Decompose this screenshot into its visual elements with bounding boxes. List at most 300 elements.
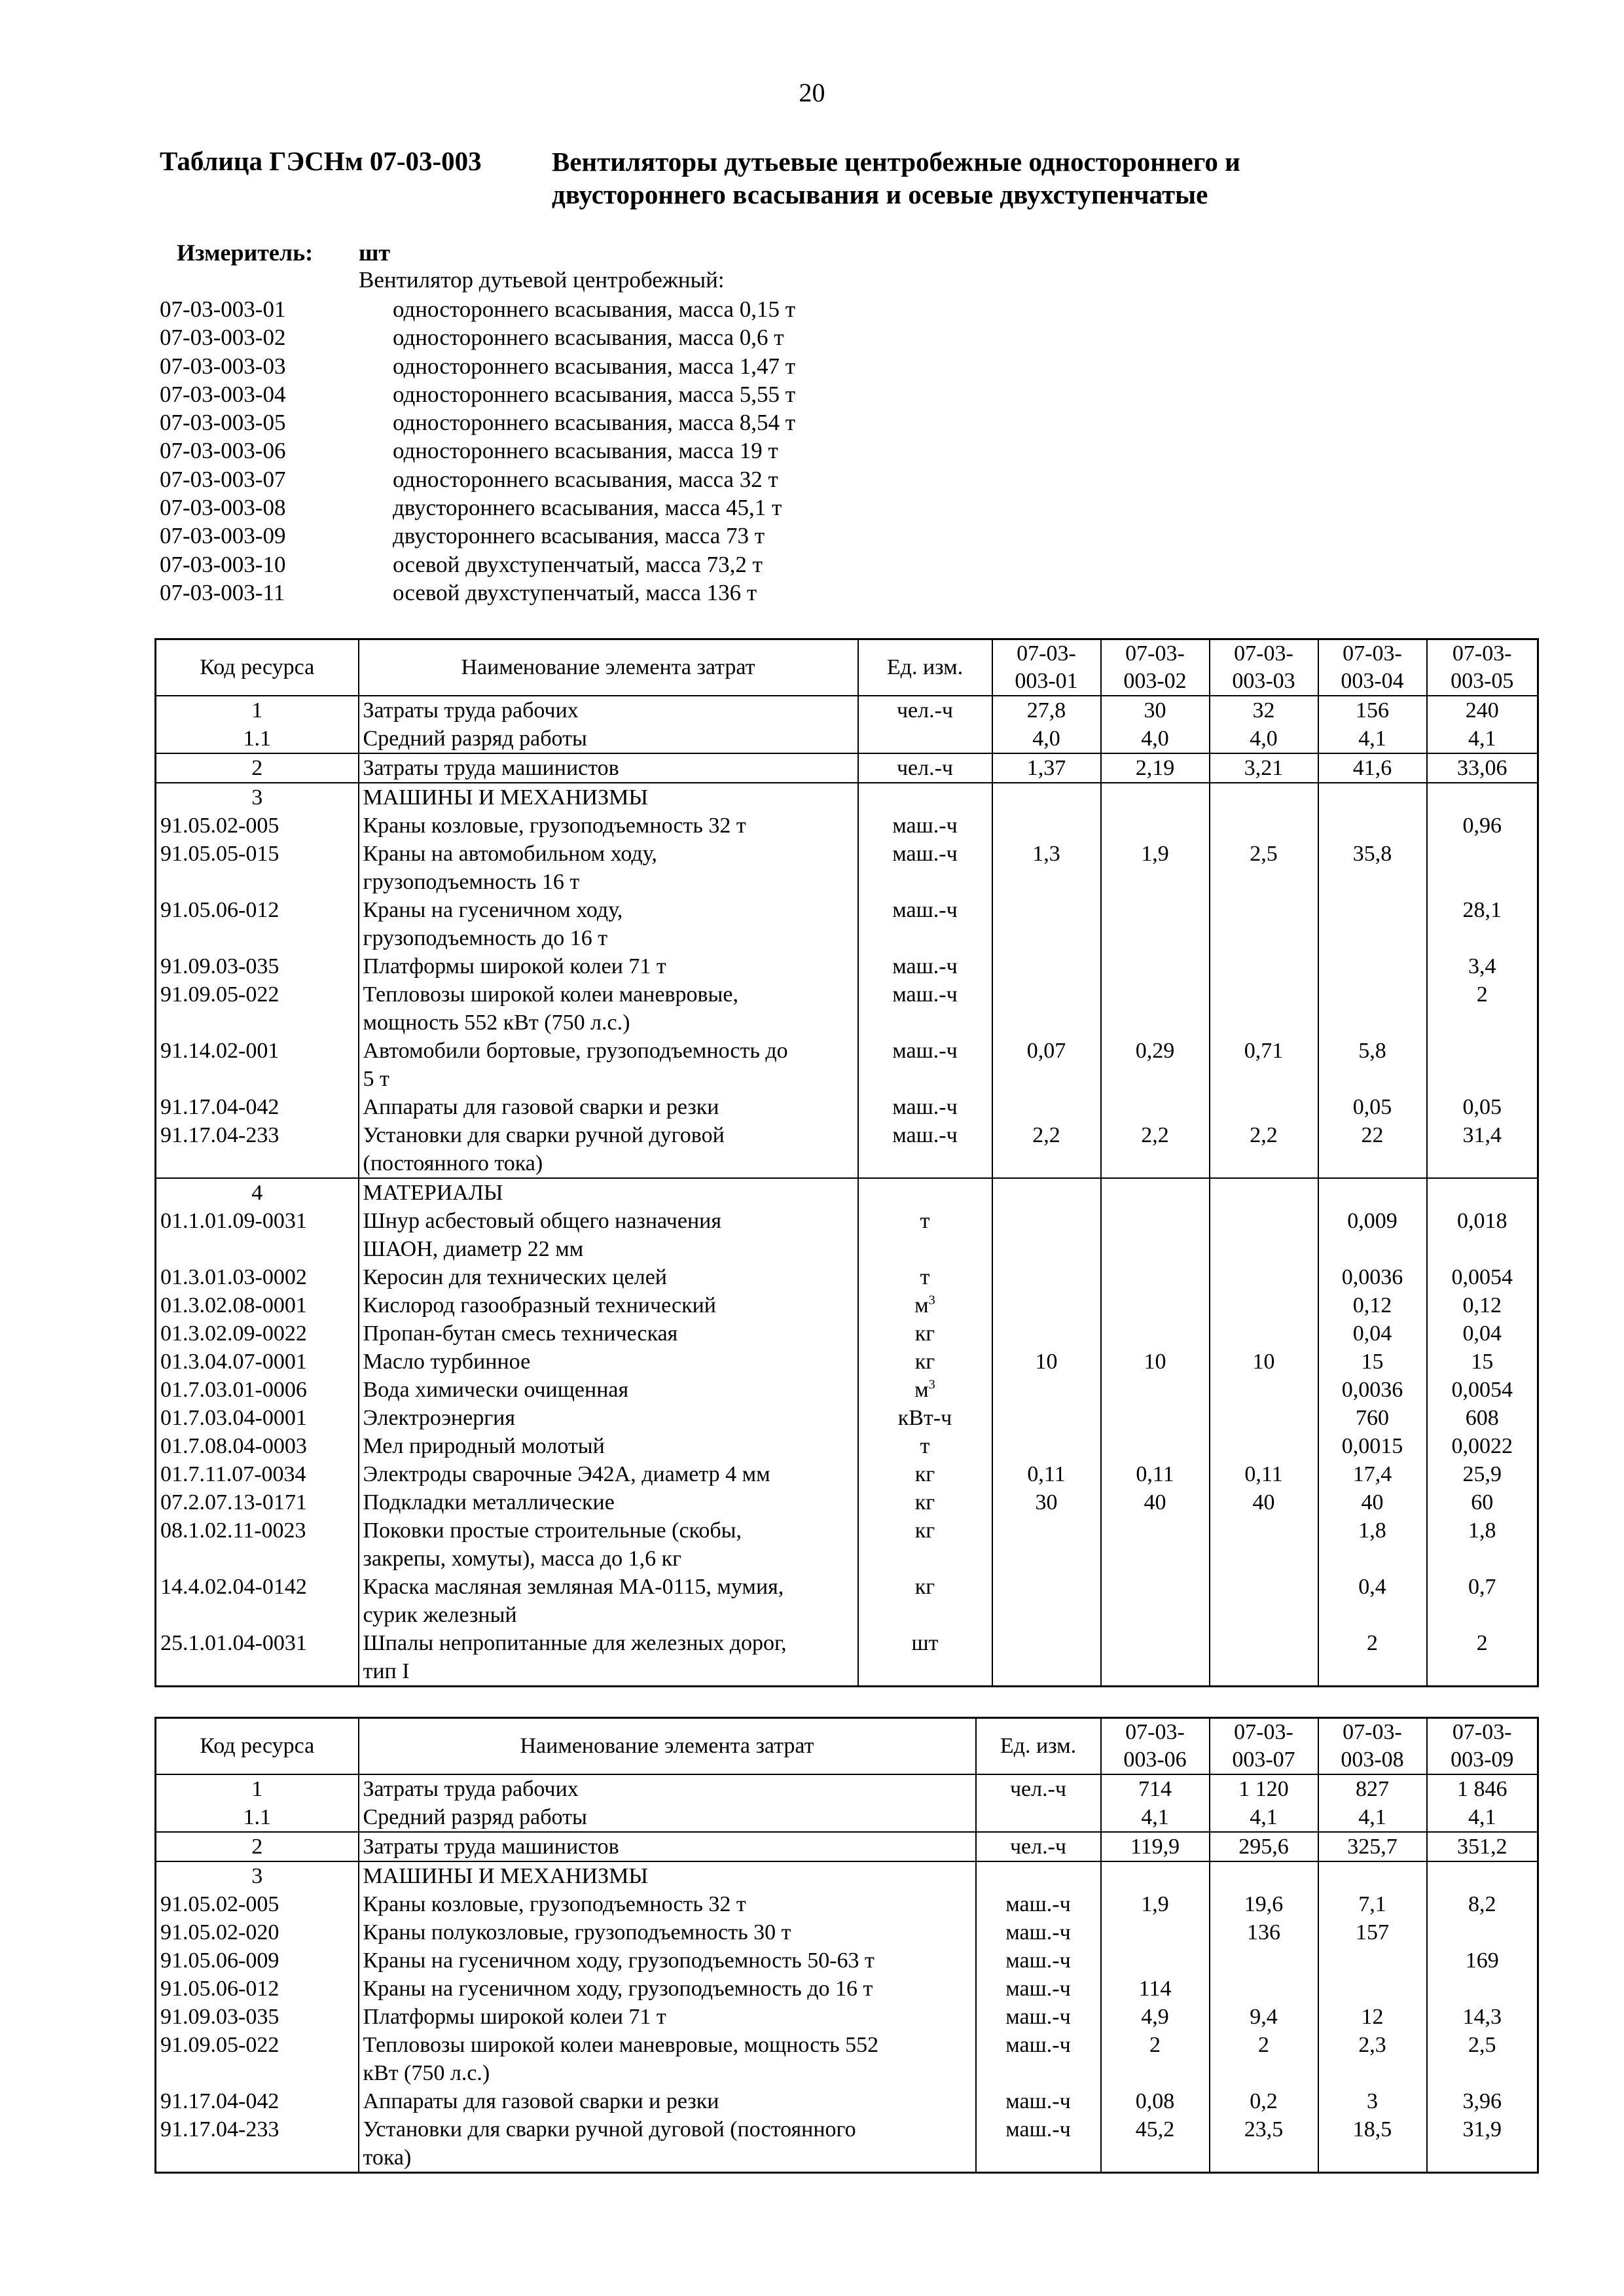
resource-unit: маш.-ч	[976, 1890, 1101, 1918]
resource-name-line: Краны козловые, грузоподъемность 32 т	[363, 814, 746, 838]
value-cell: 15	[1318, 1348, 1427, 1376]
resource-unit: $м^3$	[858, 1376, 992, 1404]
resource-code: 4	[156, 1178, 359, 1207]
value-cell: 40	[1318, 1488, 1427, 1516]
value-cell	[1318, 896, 1427, 952]
table-row	[156, 1178, 1538, 1207]
variant-code: 07-03-003-05	[160, 410, 286, 436]
resource-name-line: Затраты труда машинистов	[363, 1835, 619, 1859]
table-header-row	[156, 1718, 1538, 1775]
resource-code: 01.7.03.01-0006	[156, 1376, 359, 1404]
resource-unit: кг	[858, 1460, 992, 1488]
resource-name	[359, 1946, 976, 1975]
resource-unit: маш.-ч	[976, 2115, 1101, 2173]
resource-name-line: Затраты труда рабочих	[363, 698, 579, 723]
value-cell: 27,8	[992, 696, 1101, 725]
value-cell: 2,2	[1101, 1121, 1210, 1178]
value-cell: 40	[1101, 1488, 1210, 1516]
table-row	[156, 1121, 1538, 1178]
value-cell	[1101, 1629, 1210, 1687]
value-cell	[992, 1629, 1101, 1687]
value-cell: 4,1	[1427, 1803, 1538, 1832]
table-row	[156, 1803, 1538, 1832]
value-cell	[1210, 952, 1318, 980]
resource-name-line: Электроды сварочные Э42А, диаметр 4 мм	[363, 1462, 770, 1486]
value-cell	[1210, 1975, 1318, 2003]
value-cell	[1210, 980, 1318, 1037]
header-code: Код ресурса	[156, 1718, 359, 1775]
value-cell: 2,2	[1210, 1121, 1318, 1178]
resource-name-line: (постоянного тока)	[363, 1151, 543, 1175]
value-cell: 4,1	[1318, 725, 1427, 753]
resource-name	[359, 1629, 858, 1687]
table-row	[156, 1861, 1538, 1890]
variant-code: 07-03-003-04	[160, 381, 286, 407]
resource-name	[359, 1348, 858, 1376]
resource-unit: чел.-ч	[976, 1832, 1101, 1861]
resource-unit: кг	[858, 1516, 992, 1573]
value-cell	[1101, 896, 1210, 952]
resource-code: 08.1.02.11-0023	[156, 1516, 359, 1573]
resource-code: 3	[156, 783, 359, 812]
resource-name-line: ШАОН, диаметр 22 мм	[363, 1237, 584, 1261]
variant-code: 07-03-003-06	[160, 438, 286, 464]
resource-name-line: Платформы широкой колеи 71 т	[363, 954, 666, 978]
resource-name	[359, 1975, 976, 2003]
value-cell	[1101, 952, 1210, 980]
value-cell: 1,8	[1318, 1516, 1427, 1573]
resource-unit	[858, 783, 992, 812]
resource-code: 2	[156, 1832, 359, 1861]
header-col-3: 07-03- 003-03	[1210, 639, 1318, 696]
resource-name-line: Тепловозы широкой колеи маневровые,	[363, 982, 738, 1007]
resource-name-line: мощность 552 кВт (750 л.с.)	[363, 1011, 630, 1035]
table-row	[156, 1573, 1538, 1629]
value-cell: 119,9	[1101, 1832, 1210, 1861]
resource-name	[359, 696, 858, 725]
resource-name	[359, 1890, 976, 1918]
variant-description: двустороннего всасывания, масса 73 т	[393, 523, 765, 549]
resource-unit: маш.-ч	[858, 1037, 992, 1093]
resource-unit: маш.-ч	[858, 896, 992, 952]
resource-code: 25.1.01.04-0031	[156, 1629, 359, 1687]
resource-unit: шт	[858, 1629, 992, 1687]
value-cell: 3,4	[1427, 952, 1538, 980]
page-number: 20	[799, 78, 825, 107]
resource-name-line: сурик железный	[363, 1603, 517, 1627]
value-cell	[1427, 1861, 1538, 1890]
resource-name	[359, 1573, 858, 1629]
table-row	[156, 1460, 1538, 1488]
table-row	[156, 1404, 1538, 1432]
resource-unit	[976, 1803, 1101, 1832]
value-cell: 0,12	[1427, 1291, 1538, 1319]
value-cell	[1101, 1516, 1210, 1573]
resource-table-2	[154, 1717, 1539, 2174]
resource-name	[359, 1376, 858, 1404]
value-cell: 2,5	[1210, 840, 1318, 896]
value-cell: 4,0	[1210, 725, 1318, 753]
table-row	[156, 1832, 1538, 1861]
value-cell: 0,009	[1318, 1207, 1427, 1263]
value-cell: 30	[1101, 696, 1210, 725]
table-row	[156, 1918, 1538, 1946]
header-unit: Ед. изм.	[858, 639, 992, 696]
header-unit: Ед. изм.	[976, 1718, 1101, 1775]
table-row	[156, 952, 1538, 980]
resource-code: 1	[156, 696, 359, 725]
variant-description: осевой двухступенчатый, масса 73,2 т	[393, 551, 763, 577]
value-cell: 17,4	[1318, 1460, 1427, 1488]
resource-name	[359, 2031, 976, 2087]
header-col-4: 07-03- 003-04	[1318, 639, 1427, 696]
value-cell: 156	[1318, 696, 1427, 725]
value-cell	[1427, 840, 1538, 896]
resource-unit: чел.-ч	[858, 753, 992, 783]
resource-unit: маш.-ч	[976, 1946, 1101, 1975]
value-cell	[1210, 896, 1318, 952]
resource-name-line: Автомобили бортовые, грузоподъемность до	[363, 1039, 788, 1063]
resource-unit: кг	[858, 1488, 992, 1516]
value-cell	[1210, 1376, 1318, 1404]
resource-name-line: Масло турбинное	[363, 1350, 531, 1374]
value-cell	[1427, 1178, 1538, 1207]
resource-code: 91.17.04-042	[156, 1093, 359, 1121]
table-row	[156, 1037, 1538, 1093]
value-cell: 0,0054	[1427, 1263, 1538, 1291]
resource-name	[359, 896, 858, 952]
resource-unit: маш.-ч	[858, 1121, 992, 1178]
table-title	[552, 145, 1403, 211]
value-cell: 2	[1427, 980, 1538, 1037]
table-row	[156, 1432, 1538, 1460]
value-cell: 10	[992, 1348, 1101, 1376]
header-name: Наименование элемента затрат	[359, 639, 858, 696]
value-cell	[1101, 1263, 1210, 1291]
resource-code: 91.05.06-009	[156, 1946, 359, 1975]
value-cell: 2	[1427, 1629, 1538, 1687]
resource-unit: маш.-ч	[858, 1093, 992, 1121]
table-row	[156, 2031, 1538, 2087]
variant-description: одностороннего всасывания, масса 1,47 т	[393, 353, 796, 379]
value-cell: 2,3	[1318, 2031, 1427, 2087]
intro-text: Вентилятор дутьевой центробежный:	[359, 267, 725, 293]
table-row	[156, 1516, 1538, 1573]
table-row	[156, 696, 1538, 725]
resource-unit: маш.-ч	[976, 2031, 1101, 2087]
variant-description: одностороннего всасывания, масса 5,55 т	[393, 381, 796, 407]
resource-name	[359, 980, 858, 1037]
value-cell	[1318, 1946, 1427, 1975]
value-cell: 0,11	[1101, 1460, 1210, 1488]
resource-code: 14.4.02.04-0142	[156, 1573, 359, 1629]
value-cell: 0,4	[1318, 1573, 1427, 1629]
value-cell	[1210, 1432, 1318, 1460]
value-cell: 157	[1318, 1918, 1427, 1946]
value-cell: 351,2	[1427, 1832, 1538, 1861]
value-cell	[1101, 1291, 1210, 1319]
value-cell: 295,6	[1210, 1832, 1318, 1861]
table-row	[156, 783, 1538, 812]
resource-code: 91.14.02-001	[156, 1037, 359, 1093]
table-row	[156, 1348, 1538, 1376]
resource-name	[359, 1263, 858, 1291]
resource-unit: кг	[858, 1573, 992, 1629]
resource-name	[359, 2115, 976, 2173]
resource-name-line: грузоподъемность 16 т	[363, 870, 580, 894]
resource-name	[359, 1432, 858, 1460]
value-cell	[992, 1376, 1101, 1404]
value-cell: 19,6	[1210, 1890, 1318, 1918]
resource-name-line: МАТЕРИАЛЫ	[363, 1181, 503, 1205]
value-cell: 4,1	[1318, 1803, 1427, 1832]
variant-description: одностороннего всасывания, масса 19 т	[393, 438, 778, 464]
value-cell	[1101, 1178, 1210, 1207]
value-cell	[992, 1291, 1101, 1319]
value-cell	[1210, 783, 1318, 812]
value-cell	[1210, 1629, 1318, 1687]
table-row	[156, 1975, 1538, 2003]
resource-name-line: Электроэнергия	[363, 1406, 515, 1430]
resource-code: 91.09.05-022	[156, 980, 359, 1037]
resource-name-line: МАШИНЫ И МЕХАНИЗМЫ	[363, 785, 649, 810]
value-cell: 40	[1210, 1488, 1318, 1516]
resource-name	[359, 840, 858, 896]
resource-unit: кВт-ч	[858, 1404, 992, 1432]
value-cell: 0,11	[992, 1460, 1101, 1488]
resource-unit: кг	[858, 1319, 992, 1348]
table-row	[156, 1890, 1538, 1918]
resource-unit: т	[858, 1432, 992, 1460]
resource-name-line: Керосин для технических целей	[363, 1265, 667, 1289]
resource-unit: $м^3$	[858, 1291, 992, 1319]
resource-name	[359, 725, 858, 753]
resource-name-line: Поковки простые строительные (скобы,	[363, 1518, 742, 1543]
resource-name	[359, 812, 858, 840]
value-cell	[992, 1207, 1101, 1263]
resource-name-line: Краны на гусеничном ходу, грузоподъемность 50-63 т	[363, 1948, 875, 1973]
value-cell	[992, 1404, 1101, 1432]
table-row	[156, 1207, 1538, 1263]
resource-unit: маш.-ч	[858, 840, 992, 896]
resource-name-line: закрепы, хомуты), масса до 1,6 кг	[363, 1547, 682, 1571]
resource-code: 91.09.03-035	[156, 952, 359, 980]
table-row	[156, 1263, 1538, 1291]
value-cell: 2	[1210, 2031, 1318, 2087]
resource-name-line: Затраты труда машинистов	[363, 756, 619, 780]
value-cell: 608	[1427, 1404, 1538, 1432]
resource-unit	[858, 1178, 992, 1207]
value-cell	[992, 1432, 1101, 1460]
resource-name-line: Вода химически очищенная	[363, 1378, 629, 1402]
value-cell	[1210, 1319, 1318, 1348]
header-col-4: 07-03- 003-09	[1427, 1718, 1538, 1775]
value-cell: 0,0015	[1318, 1432, 1427, 1460]
value-cell	[1101, 1376, 1210, 1404]
value-cell	[1101, 1861, 1210, 1890]
value-cell: 3,96	[1427, 2087, 1538, 2115]
resource-name-line: Краны козловые, грузоподъемность 32 т	[363, 1892, 746, 1916]
value-cell: 0,0022	[1427, 1432, 1538, 1460]
value-cell: 60	[1427, 1488, 1538, 1516]
value-cell: 0,0036	[1318, 1376, 1427, 1404]
value-cell: 114	[1101, 1975, 1210, 2003]
value-cell: 4,1	[1210, 1803, 1318, 1832]
value-cell	[1101, 812, 1210, 840]
resource-code: 1.1	[156, 725, 359, 753]
resource-unit	[976, 1861, 1101, 1890]
value-cell: 7,1	[1318, 1890, 1427, 1918]
table-row	[156, 1946, 1538, 1975]
value-cell	[1101, 1432, 1210, 1460]
resource-name	[359, 1516, 858, 1573]
value-cell	[1318, 783, 1427, 812]
value-cell: 31,9	[1427, 2115, 1538, 2173]
table-row	[156, 725, 1538, 753]
unit-superscript: 3	[928, 1293, 935, 1308]
resource-name-line: Аппараты для газовой сварки и резки	[363, 1095, 719, 1119]
table-row	[156, 840, 1538, 896]
resource-code: 91.05.02-005	[156, 812, 359, 840]
value-cell: 32	[1210, 696, 1318, 725]
resource-name	[359, 1178, 858, 1207]
table-row	[156, 1774, 1538, 1803]
resource-code: 91.05.02-005	[156, 1890, 359, 1918]
value-cell: 325,7	[1318, 1832, 1427, 1861]
value-cell	[992, 952, 1101, 980]
resource-code: 91.09.03-035	[156, 2003, 359, 2031]
value-cell: 0,08	[1101, 2087, 1210, 2115]
value-cell: 0,7	[1427, 1573, 1538, 1629]
table-row	[156, 1093, 1538, 1121]
value-cell	[1427, 1037, 1538, 1093]
table-row	[156, 1376, 1538, 1404]
resource-name-line: Затраты труда рабочих	[363, 1777, 579, 1801]
value-cell: 4,9	[1101, 2003, 1210, 2031]
resource-code: 1.1	[156, 1803, 359, 1832]
value-cell: 0,04	[1427, 1319, 1538, 1348]
resource-name-line: Средний разряд работы	[363, 726, 587, 751]
value-cell: 2,2	[992, 1121, 1101, 1178]
value-cell: 2	[1101, 2031, 1210, 2087]
variant-code: 07-03-003-02	[160, 325, 286, 351]
value-cell: 760	[1318, 1404, 1427, 1432]
resource-code: 01.7.08.04-0003	[156, 1432, 359, 1460]
resource-code: 91.05.05-015	[156, 840, 359, 896]
table-title-line: Вентиляторы дутьевые центробежные одностороннего и	[552, 147, 1240, 177]
resource-name-line: Подкладки металлические	[363, 1490, 615, 1515]
value-cell: 41,6	[1318, 753, 1427, 783]
value-cell: 0,11	[1210, 1460, 1318, 1488]
variant-code: 07-03-003-08	[160, 495, 286, 521]
resource-name-line: Средний разряд работы	[363, 1805, 587, 1829]
resource-code: 91.17.04-042	[156, 2087, 359, 2115]
resource-unit: кг	[858, 1348, 992, 1376]
value-cell: 22	[1318, 1121, 1427, 1178]
resource-name	[359, 1460, 858, 1488]
resource-name	[359, 1774, 976, 1803]
value-cell: 0,96	[1427, 812, 1538, 840]
resource-name	[359, 1404, 858, 1432]
variant-description: одностороннего всасывания, масса 8,54 т	[393, 410, 796, 436]
value-cell: 1,37	[992, 753, 1101, 783]
value-cell: 9,4	[1210, 2003, 1318, 2031]
table-row	[156, 896, 1538, 952]
resource-name	[359, 1918, 976, 1946]
value-cell: 1,8	[1427, 1516, 1538, 1573]
resource-name	[359, 2003, 976, 2031]
value-cell	[1427, 1975, 1538, 2003]
value-cell: 2	[1318, 1629, 1427, 1687]
variant-code: 07-03-003-07	[160, 466, 286, 492]
value-cell	[1101, 1319, 1210, 1348]
resource-name	[359, 753, 858, 783]
value-cell	[1210, 812, 1318, 840]
value-cell: 136	[1210, 1918, 1318, 1946]
variant-description: двустороннего всасывания, масса 45,1 т	[393, 495, 782, 521]
value-cell: 5,8	[1318, 1037, 1427, 1093]
value-cell	[992, 1516, 1101, 1573]
resource-name-line: Установки для сварки ручной дуговой (постоянного	[363, 2117, 856, 2142]
value-cell	[992, 812, 1101, 840]
resource-name-line: 5 т	[363, 1067, 389, 1091]
value-cell: 28,1	[1427, 896, 1538, 952]
value-cell: 23,5	[1210, 2115, 1318, 2173]
value-cell: 18,5	[1318, 2115, 1427, 2173]
resource-name	[359, 1121, 858, 1178]
resource-code: 01.7.11.07-0034	[156, 1460, 359, 1488]
value-cell: 0,05	[1318, 1093, 1427, 1121]
resource-name	[359, 1861, 976, 1890]
unit-superscript: 3	[928, 1377, 935, 1392]
resource-unit	[858, 725, 992, 753]
table-row	[156, 1319, 1538, 1348]
resource-name	[359, 1291, 858, 1319]
value-cell: 0,07	[992, 1037, 1101, 1093]
value-cell	[1101, 1404, 1210, 1432]
resource-code: 91.05.06-012	[156, 1975, 359, 2003]
variant-code: 07-03-003-09	[160, 523, 286, 549]
resource-name	[359, 1207, 858, 1263]
value-cell: 1,9	[1101, 1890, 1210, 1918]
resource-code: 1	[156, 1774, 359, 1803]
value-cell: 2,19	[1101, 753, 1210, 783]
value-cell: 35,8	[1318, 840, 1427, 896]
resource-name	[359, 1093, 858, 1121]
resource-unit: маш.-ч	[858, 812, 992, 840]
resource-code: 3	[156, 1861, 359, 1890]
value-cell	[1318, 812, 1427, 840]
measure-label: Измеритель:	[177, 240, 314, 266]
value-cell: 0,2	[1210, 2087, 1318, 2115]
header-code: Код ресурса	[156, 639, 359, 696]
table-title-line: двустороннего всасывания и осевые двухступенчатые	[552, 179, 1208, 209]
value-cell: 240	[1427, 696, 1538, 725]
variant-description: одностороннего всасывания, масса 32 т	[393, 466, 778, 492]
resource-name-line: тип I	[363, 1659, 410, 1683]
value-cell	[992, 1178, 1101, 1207]
variant-description: одностороннего всасывания, масса 0,15 т	[393, 296, 796, 322]
resource-name-line: тока)	[363, 2145, 412, 2170]
header-col-2: 07-03- 003-02	[1101, 639, 1210, 696]
value-cell: 0,0036	[1318, 1263, 1427, 1291]
resource-name-line: Краны на автомобильном ходу,	[363, 842, 657, 866]
value-cell: 3,21	[1210, 753, 1318, 783]
resource-name-line: Платформы широкой колеи 71 т	[363, 2005, 666, 2029]
value-cell: 10	[1210, 1348, 1318, 1376]
resource-table-1	[154, 638, 1539, 1687]
resource-name	[359, 1319, 858, 1348]
